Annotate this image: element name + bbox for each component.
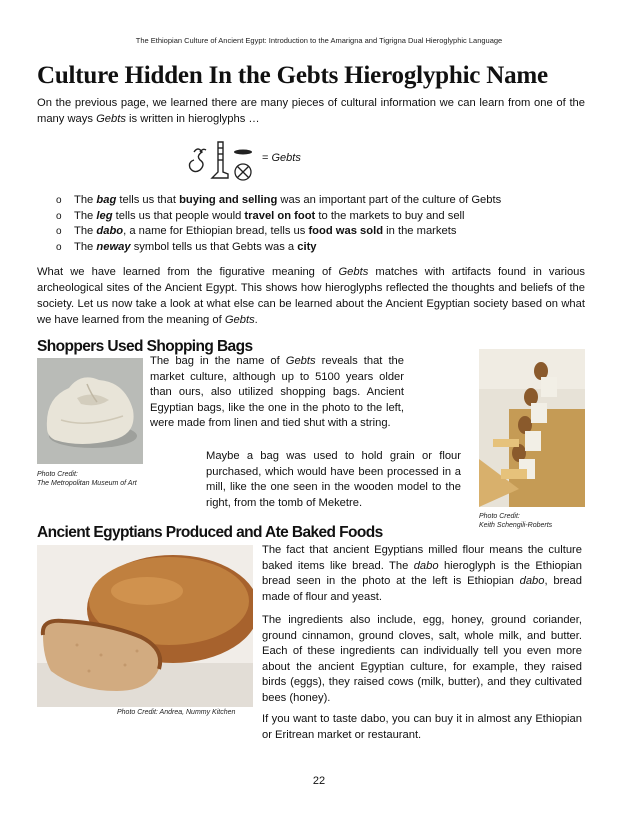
list-item: o The neway symbol tells us that Gebts was a city xyxy=(56,240,596,256)
gebts-hieroglyphs-image xyxy=(188,138,258,184)
linen-bag-photo xyxy=(37,358,143,464)
dabo-bread-photo xyxy=(37,545,253,707)
bullet-marker: o xyxy=(56,241,62,253)
baked-foods-paragraph: The fact that ancient Egyptians milled flour means the culture baked items like bread. The dabo hieroglyph is the Ethiopian bread seen in the photo at the left is Ethiopian dabo, bread made of flour and yeast. xyxy=(262,544,582,603)
page-number: 22 xyxy=(312,775,326,787)
bullet-marker: o xyxy=(56,226,62,238)
intro-paragraph: On the previous page, we learned there are many pieces of cultural information we can learn from one of the many ways Gebts is written in hieroglyphs … xyxy=(37,97,585,125)
bullet-marker: o xyxy=(56,195,62,206)
gebts-equation: = Gebts xyxy=(262,152,301,164)
list-item: o The leg tells us that people would travel on foot to the markets to buy and sell xyxy=(56,209,596,225)
where-to-buy-paragraph: If you want to taste dabo, you can buy it in almost any Ethiopian or Eritrean market or restaurant. xyxy=(262,713,582,741)
photo-credit-schengili-roberts: Photo Credit: Keith Schengili-Roberts xyxy=(479,513,553,529)
dabo-hieroglyph-icon xyxy=(234,150,252,155)
photo-credit-met-museum: Photo Credit: The Metropolitan Museum of Art xyxy=(37,471,137,487)
wooden-mill-model-photo xyxy=(479,349,585,507)
bag-hieroglyph-icon xyxy=(190,149,207,172)
ingredients-paragraph: The ingredients also include, egg, honey, ground coriander, ground cinnamon, ground cloves, salt, whole milk, and butter. Each of these ingredients can individually tell you even more about the ancient Egyptian culture, for example, they raised birds (eggs), they raised cows (milk, butter), and they cultivated bees (honey). xyxy=(262,614,582,704)
running-header: The Ethiopian Culture of Ancient Egypt: Introduction to the Amarigna and Tigrigna Dual Hieroglyphic Language xyxy=(135,36,503,45)
section-heading-shopping-bags: Shoppers Used Shopping Bags xyxy=(37,338,253,355)
shopping-bags-paragraph: The bag in the name of Gebts reveals that the market culture, although up to 5100 years older than ours, also utilized shopping bags. Ancient Egyptian bags, like the one in the photo to the left, were made from linen and tied shut with a string. xyxy=(150,355,404,430)
grain-mill-paragraph: Maybe a bag was used to hold grain or flour purchased, which would have been processed in a mill, like the one seen in the wooden model to the right, from the tomb of Meketre. xyxy=(206,450,461,509)
leg-hieroglyph-icon xyxy=(212,142,228,178)
page-title: Culture Hidden In the Gebts Hieroglyphic Name xyxy=(37,62,548,89)
hieroglyph-meaning-list xyxy=(56,193,596,255)
section-heading-baked-foods: Ancient Egyptians Produced and Ate Baked Foods xyxy=(37,524,383,541)
artifacts-paragraph: What we have learned from the figurative meaning of Gebts matches with artifacts found in various archeological sites of the Ancient Egypt. This shows how hieroglyphs reflected the thoughts and beliefs of the society. Let us now take a look at what else can be learned about the Ancient Egyptian society based on what we have learned from the meaning of Gebts. xyxy=(37,266,585,326)
list-item: o The bag tells us that buying and selling was an important part of the culture of Gebts xyxy=(56,193,596,209)
bullet-marker: o xyxy=(56,210,62,222)
photo-credit-nummy-kitchen: Photo Credit: Andrea, Nummy Kitchen xyxy=(117,709,236,716)
neway-city-hieroglyph-icon xyxy=(235,164,251,180)
list-item: o The dabo, a name for Ethiopian bread, tells us food was sold in the markets xyxy=(56,224,596,240)
